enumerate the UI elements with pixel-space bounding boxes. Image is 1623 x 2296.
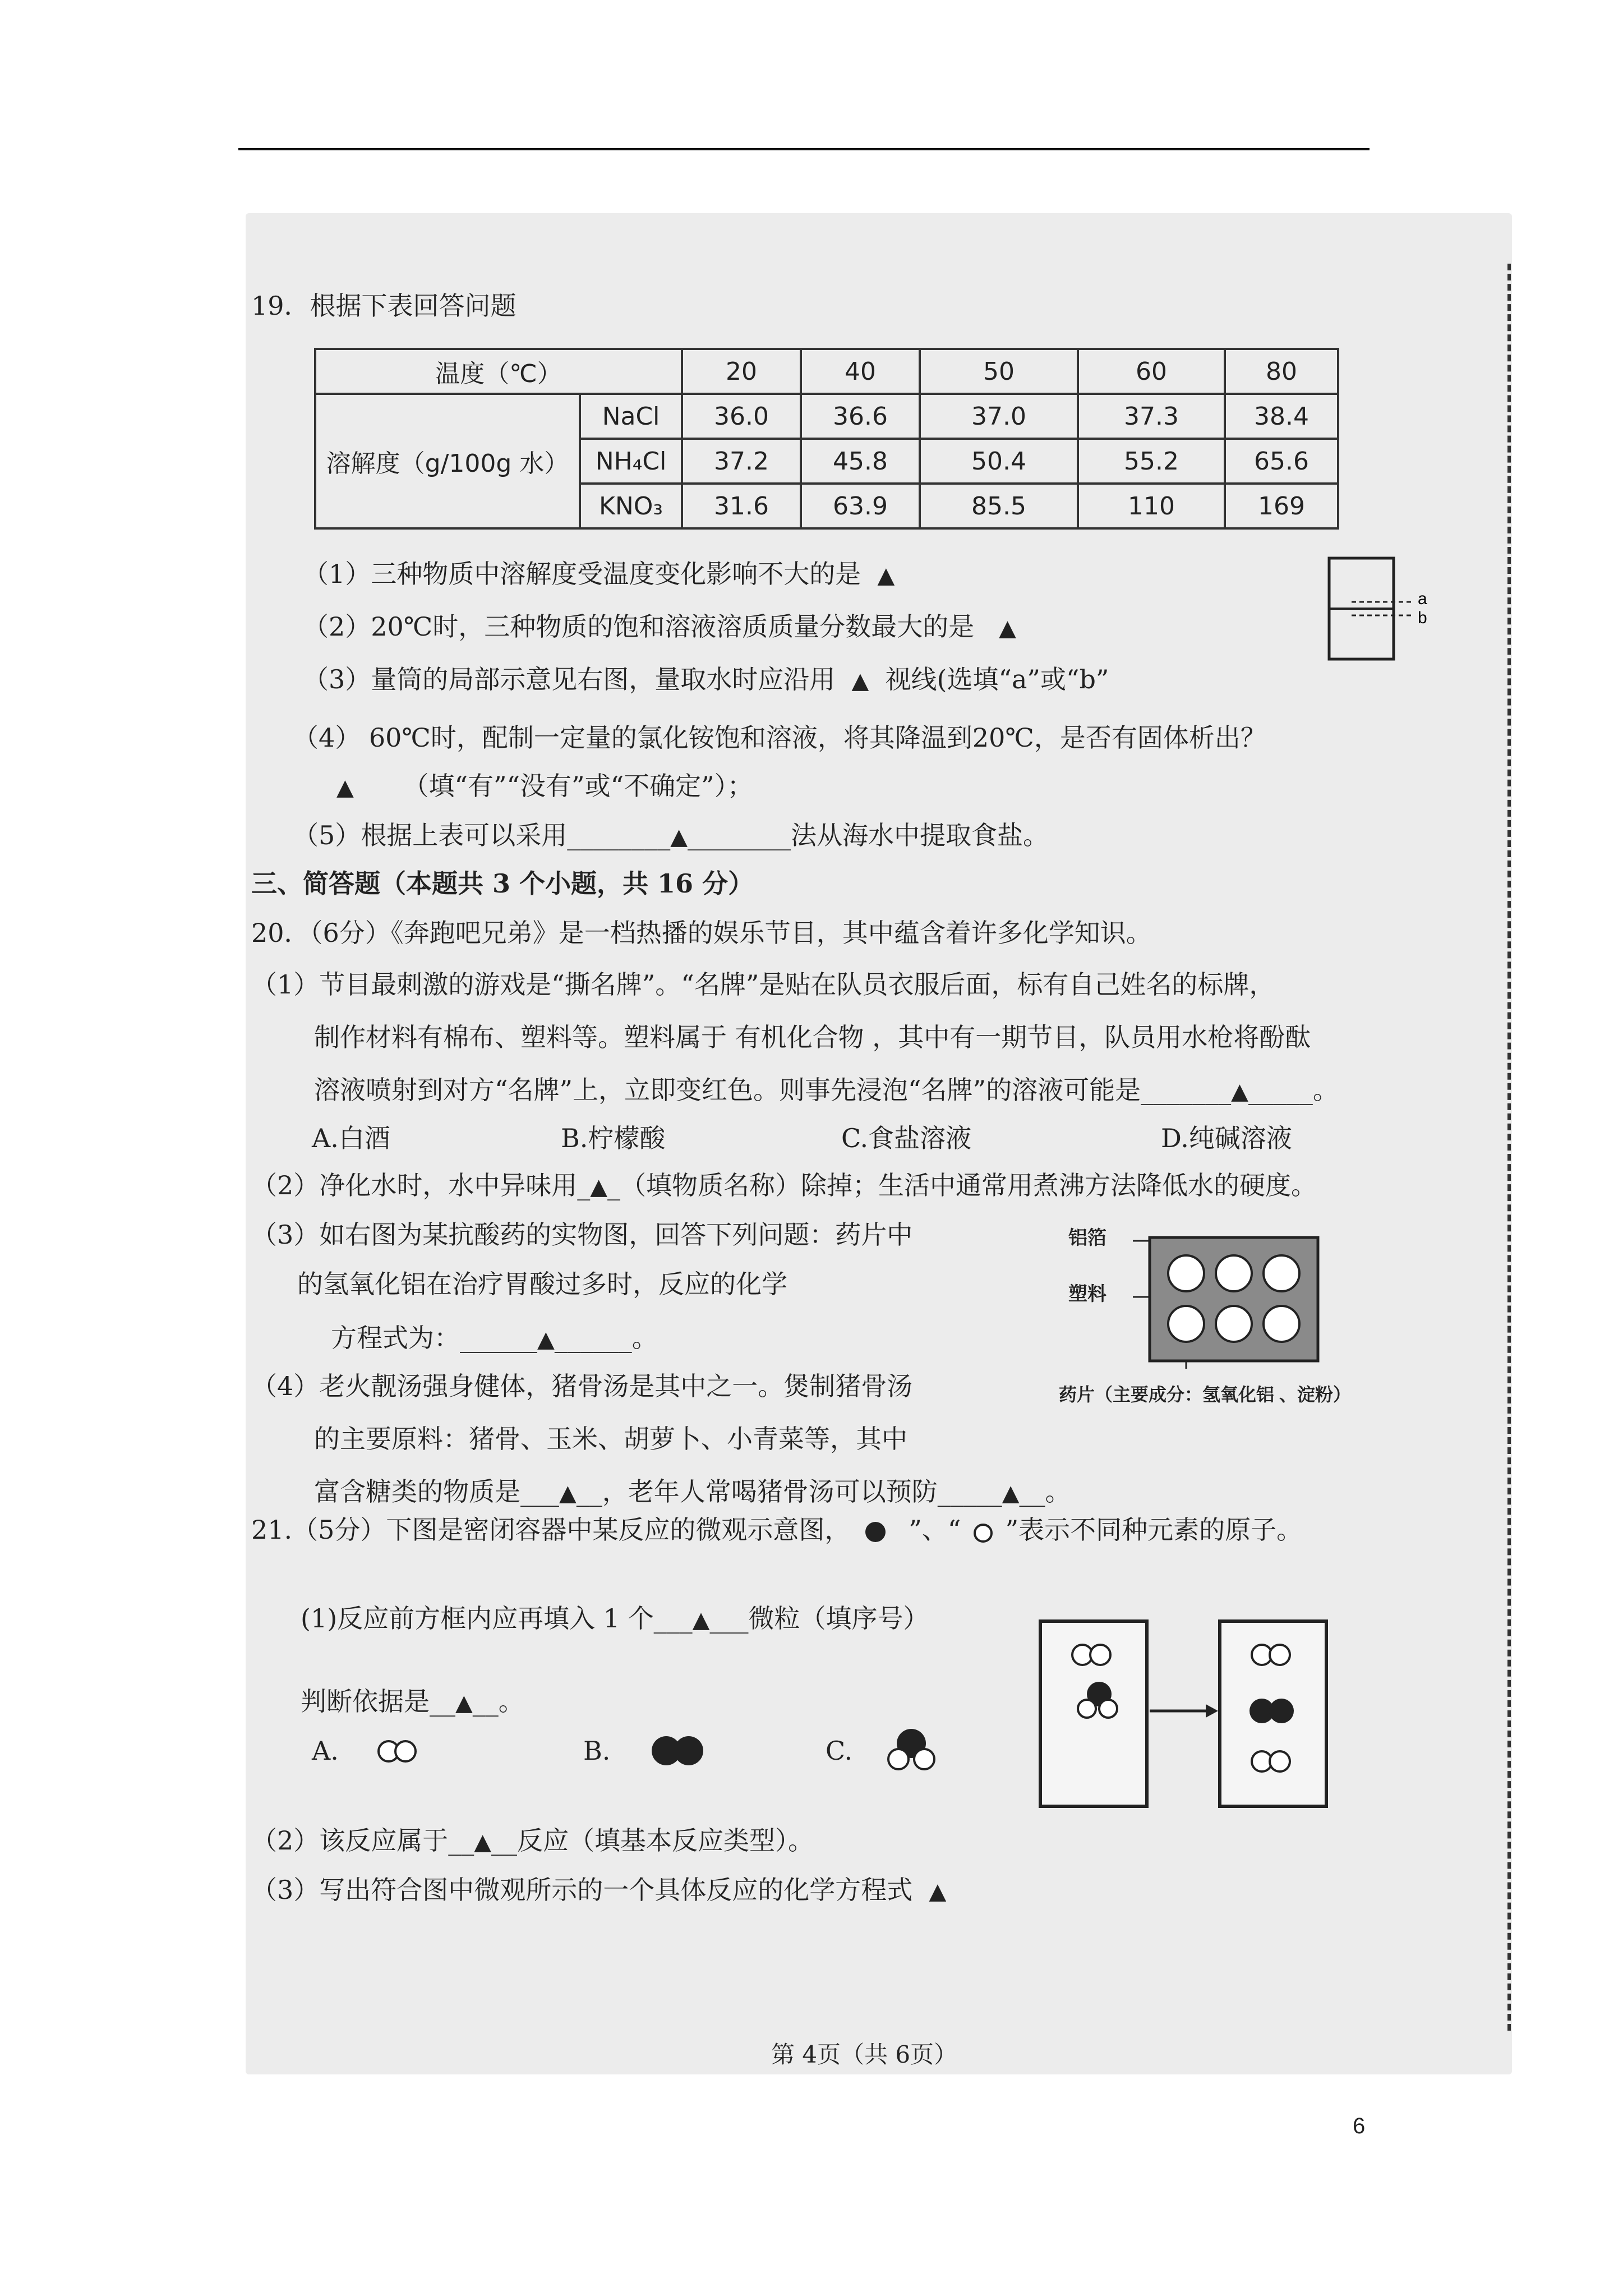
q19-sub1: （1）三种物质中溶解度受温度变化影响不大的是 ▲	[303, 559, 895, 589]
answer-triangle: ▲	[999, 615, 1016, 641]
temp-cell: 50	[920, 349, 1078, 394]
q21-p1a: (1)反应前方框内应再填入 1 个___▲___微粒（填序号）	[301, 1603, 929, 1634]
temp-cell: 40	[801, 349, 920, 394]
answer-triangle: ▲	[336, 775, 354, 800]
answer-triangle: ▲	[877, 563, 895, 588]
q20-p1b: 制作材料有棉布、塑料等。塑料属于 有机化合物 ，其中有一期节目，队员用水枪将酚酞	[314, 1022, 1311, 1052]
reaction-diagram	[1038, 1616, 1329, 1818]
top-rule	[238, 148, 1370, 150]
temp-header: 温度（℃）	[315, 349, 682, 394]
answer-triangle: ▲	[929, 1879, 947, 1904]
option-c: C.食盐溶液	[841, 1123, 972, 1153]
q21-p3: （3）写出符合图中微观所示的一个具体反应的化学方程式 ▲	[251, 1875, 947, 1905]
answer-triangle: ▲	[455, 1690, 473, 1716]
temp-cell: 80	[1225, 349, 1338, 394]
table-cell: 36.6	[801, 394, 920, 439]
answer-triangle: ▲	[670, 824, 688, 850]
table-cell: 55.2	[1078, 439, 1225, 484]
q20-p4a: （4）老火靓汤强身健体，猪骨汤是其中之一。煲制猪骨汤	[251, 1371, 913, 1401]
q20-p3b: 的氢氧化铝在治疗胃酸过多时，反应的化学	[297, 1269, 787, 1299]
option-a-molecule	[373, 1734, 423, 1768]
table-cell: 37.2	[682, 439, 801, 484]
answer-triangle: ▲	[537, 1327, 555, 1352]
substance-name: NH₄Cl	[580, 439, 682, 484]
option-a: A.白酒	[312, 1123, 390, 1153]
q21-p2: （2）该反应属于__▲__反应（填基本反应类型）。	[251, 1825, 814, 1856]
substance-name: NaCl	[580, 394, 682, 439]
answer-triangle: ▲	[692, 1607, 710, 1633]
cylinder-diagram	[1318, 553, 1430, 665]
binding-dash-line	[1507, 264, 1511, 2031]
label-b: b	[1418, 609, 1427, 627]
table-cell: 110	[1078, 484, 1225, 528]
temp-cell: 60	[1078, 349, 1225, 394]
q19-sub5: （5）根据上表可以采用________▲________法从海水中提取食盐。	[293, 820, 1049, 850]
table-cell: 37.0	[920, 394, 1078, 439]
q21-option-c: C.	[826, 1736, 853, 1766]
page-footer: 第 4页（共 6页）	[771, 2041, 958, 2068]
table-cell: 45.8	[801, 439, 920, 484]
table-cell: 169	[1225, 484, 1338, 528]
option-b-molecule	[645, 1731, 712, 1770]
q20-p3c: 方程式为：______▲______。	[331, 1323, 658, 1353]
q19-sub4-hint: ▲ （填“有”“没有”或“不确定”）；	[336, 771, 753, 801]
table-cell: 63.9	[801, 484, 920, 528]
solubility-table	[314, 348, 1339, 530]
q20-p1a: （1）节目最刺激的游戏是“撕名牌”。“名牌”是贴在队员衣服后面，标有自己姓名的标牌，	[251, 969, 1275, 1000]
substance-name: KNO₃	[580, 484, 682, 528]
q19-sub3: （3）量筒的局部示意见右图，量取水时应沿用 ▲ 视线(选填“a”或“b”	[303, 664, 1109, 694]
label-tablet: 药片（主要成分：氢氧化铝 、淀粉）	[1059, 1384, 1351, 1405]
antacid-blister-diagram	[1133, 1234, 1324, 1369]
label-plastic: 塑料	[1068, 1283, 1106, 1305]
answer-triangle: ▲	[851, 668, 869, 694]
option-d: D.纯碱溶液	[1161, 1123, 1292, 1153]
q21-p1c: 判断依据是__▲__。	[301, 1686, 524, 1717]
q20-p2: （2）净化水时，水中异味用_▲_（填物质名称）除掉；生活中通常用煮沸方法降低水的硬度。	[251, 1170, 1317, 1200]
option-c-molecule	[880, 1722, 942, 1778]
table-cell: 65.6	[1225, 439, 1338, 484]
table-cell: 31.6	[682, 484, 801, 528]
q19-sub2: （2）20℃时，三种物质的饱和溶液溶质质量分数最大的是 ▲	[303, 611, 1016, 642]
table-cell: 36.0	[682, 394, 801, 439]
q20-p3a: （3）如右图为某抗酸药的实物图，回答下列问题：药片中	[251, 1220, 913, 1250]
section-heading: 三、简答题（本题共 3 个小题，共 16 分）	[251, 868, 754, 899]
page-number: 6	[1353, 2114, 1366, 2138]
answer-triangle: ▲	[590, 1174, 608, 1200]
option-b: B.柠檬酸	[561, 1123, 666, 1153]
label-a: a	[1418, 590, 1427, 608]
answer-triangle: ▲	[474, 1829, 492, 1855]
table-cell: 37.3	[1078, 394, 1225, 439]
q21-option-b: B.	[583, 1736, 611, 1766]
q21-title: 21.（5分）下图是密闭容器中某反应的微观示意图， ”、“ ”表示不同种元素的原子。	[251, 1515, 1303, 1545]
table-cell: 50.4	[920, 439, 1078, 484]
q19-sub4: （4） 60℃时，配制一定量的氯化铵饱和溶液，将其降温到20℃，是否有固体析出？	[293, 723, 1266, 753]
temp-cell: 20	[682, 349, 801, 394]
table-cell: 38.4	[1225, 394, 1338, 439]
answer-triangle: ▲	[1231, 1079, 1248, 1105]
q20-title: 20．（6分）《奔跑吧兄弟》是一档热播的娱乐节目，其中蕴含着许多化学知识。	[251, 918, 1152, 948]
solubility-header: 溶解度（g/100g 水）	[315, 394, 580, 528]
label-foil: 铝箔	[1068, 1227, 1106, 1249]
answer-triangle: ▲	[1002, 1480, 1020, 1506]
q20-p4b: 的主要原料：猪骨、玉米、胡萝卜、小青菜等，其中	[314, 1424, 907, 1454]
table-cell: 85.5	[920, 484, 1078, 528]
light-atom-icon	[969, 1521, 997, 1543]
q20-p4c: 富含糖类的物质是___▲__，老年人常喝猪骨汤可以预防_____▲__。	[314, 1476, 1071, 1507]
dark-atom-icon	[859, 1521, 892, 1543]
q21-option-a: A.	[312, 1736, 339, 1766]
q20-p1c: 溶液喷射到对方“名牌”上，立即变红色。则事先浸泡“名牌”的溶液可能是_______▲_____。	[314, 1075, 1339, 1105]
answer-triangle: ▲	[559, 1480, 577, 1506]
q19-title: 19．根据下表回答问题	[251, 291, 517, 321]
